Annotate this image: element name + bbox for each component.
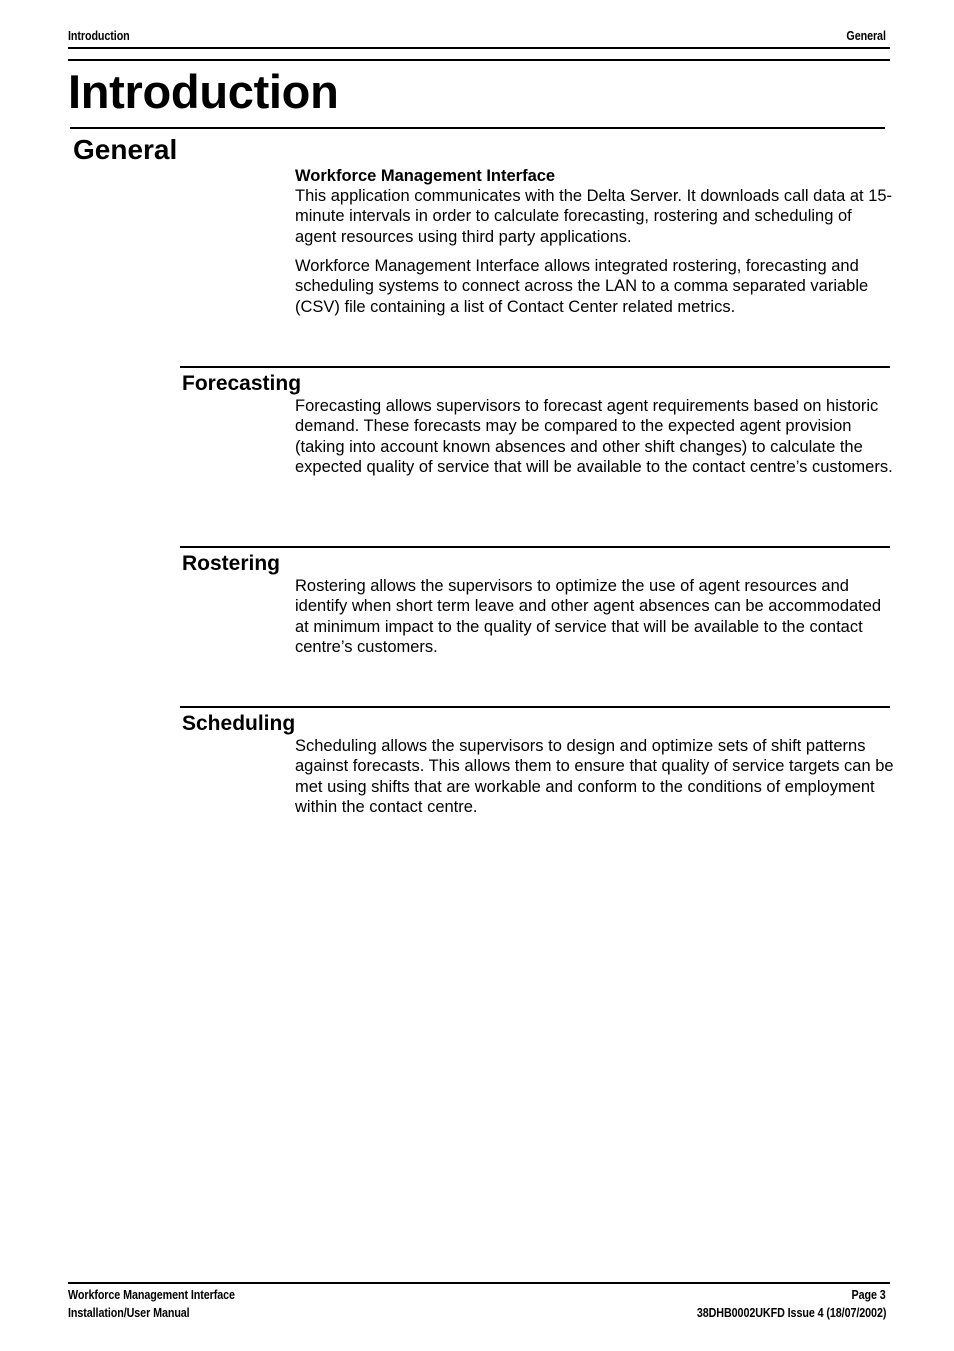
section-rule-rostering <box>180 546 890 548</box>
running-header-left: Introduction <box>68 29 130 43</box>
general-heading: General <box>73 134 178 165</box>
section-rule-scheduling <box>180 706 890 708</box>
forecasting-paragraph: Forecasting allows supervisors to forecast agent requirements based on historic demand. These forecasts may be compared to the expected agent provision (taking into account known absences and other shift changes) to calculate the expected quality of service that will be available to the contact centre’s customers. <box>295 397 893 476</box>
footer-product: Workforce Management Interface <box>68 1288 235 1302</box>
header-rule <box>68 47 890 49</box>
chapter-top-rule <box>68 59 890 61</box>
running-header-right: General <box>846 29 886 43</box>
forecasting-heading: Forecasting <box>182 372 302 395</box>
footer-page-number: Page 3 <box>851 1288 886 1302</box>
general-paragraph-2: Workforce Management Interface allows integrated rostering, forecasting and scheduling systems to connect across the LAN to a comma separated variable (CSV) file containing a list of Contact Center related metrics. <box>295 257 869 316</box>
section-rule-forecasting <box>180 366 890 368</box>
footer-doc-reference: 38DHB0002UKFD Issue 4 (18/07/2002) <box>696 1306 886 1320</box>
general-paragraph-1: This application communicates with the Delta Server. It downloads call data at 15-minute intervals in order to calculate forecasting, rostering and scheduling of agent resources using third party applications. <box>295 187 893 246</box>
rostering-paragraph: Rostering allows the supervisors to optimize the use of agent resources and identify when short term leave and other agent absences can be accommodated at minimum impact to the quality of service that will be available to the contact centre’s customers. <box>295 577 882 656</box>
rostering-heading: Rostering <box>182 552 281 575</box>
footer-manual: Installation/User Manual <box>68 1306 190 1320</box>
general-subheading: Workforce Management Interface <box>295 167 556 185</box>
footer-rule <box>68 1282 890 1284</box>
chapter-title: Introduction <box>68 65 339 118</box>
scheduling-heading: Scheduling <box>182 712 296 735</box>
scheduling-paragraph: Scheduling allows the supervisors to design and optimize sets of shift patterns against forecasts. This allows them to ensure that quality of service targets can be met using shifts that are workable and conform to the conditions of employment within the contact centre. <box>295 737 894 816</box>
chapter-bottom-rule <box>70 127 885 129</box>
